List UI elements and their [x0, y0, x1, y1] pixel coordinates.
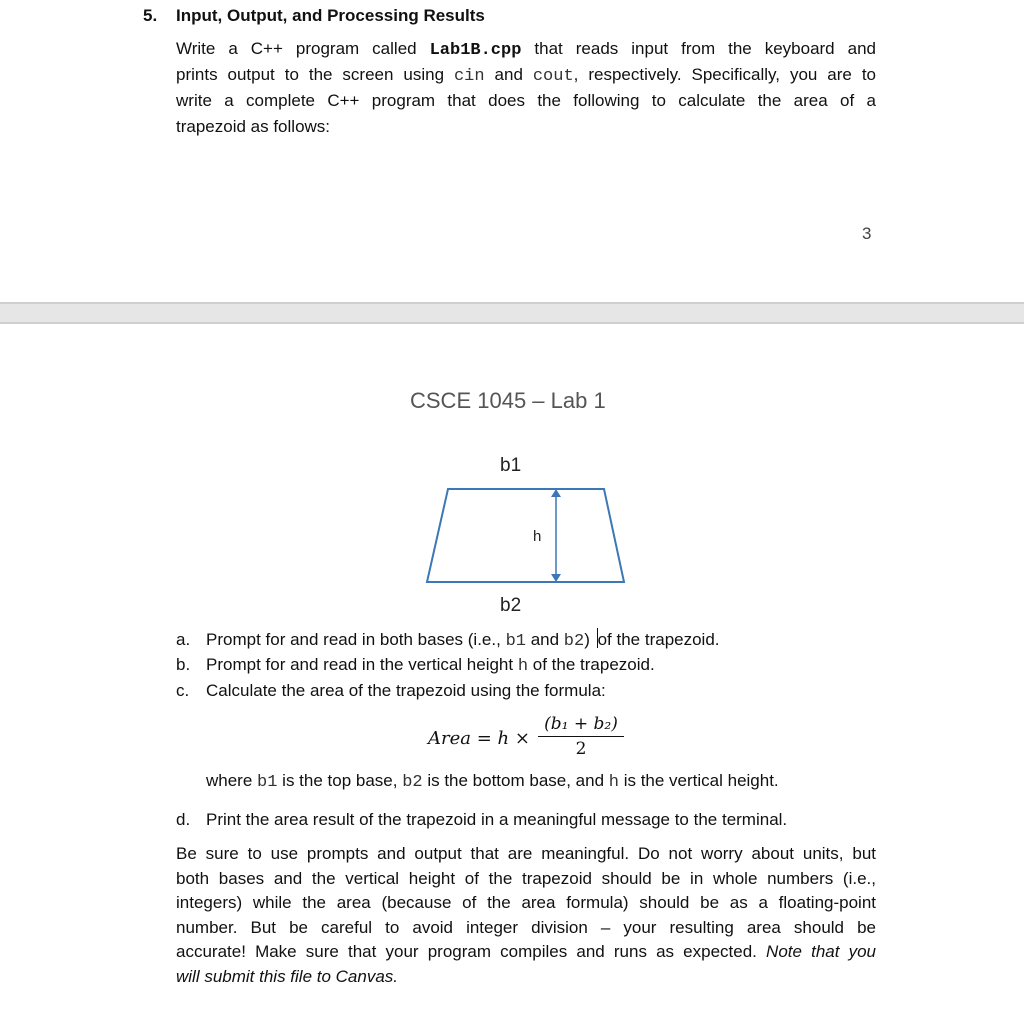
formula-fraction	[538, 714, 624, 759]
cout-code: cout	[532, 67, 574, 86]
label-b2: b2	[500, 595, 522, 615]
filename-code: Lab1B.cpp	[429, 41, 522, 60]
intro-line-1: Write a C++ program called Lab1B.cpp that reads input from the keyboard and	[176, 39, 876, 60]
lab-header-title: CSCE 1045 – Lab 1	[410, 388, 606, 413]
intro-line-2: prints output to the screen using cin and cout, respectively. Specifically, you are to	[176, 65, 876, 86]
step-b: b. Prompt for and read in the vertical height h of the trapezoid.	[176, 655, 655, 676]
closing-paragraph	[176, 842, 876, 989]
formula-lhs: Area = h ×	[428, 728, 530, 749]
closing-line-6: will submit this file to Canvas.	[176, 966, 399, 986]
fraction-bar	[538, 736, 624, 737]
intro-line-4: trapezoid as follows:	[176, 117, 331, 136]
closing-line-3: integers) while the area (because of the area formula) should be as a floating-point	[176, 893, 876, 912]
closing-line-4: number. But be careful to avoid integer division – your resulting area should be	[176, 917, 876, 937]
trapezoid-diagram	[398, 445, 650, 615]
page-break	[0, 302, 1024, 324]
page-number: 3	[862, 224, 872, 243]
step-d: d. Print the area result of the trapezoid in a meaningful message to the terminal.	[176, 810, 788, 829]
closing-line-2: both bases and the vertical height of the trapezoid should be in whole numbers (i.e.,	[176, 868, 876, 888]
arrow-head-top	[551, 489, 561, 497]
trapezoid-shape	[427, 489, 624, 582]
area-formula	[428, 714, 648, 764]
step-c: c. Calculate the area of the trapezoid using the formula:	[176, 681, 606, 700]
arrow-head-bottom	[551, 574, 561, 582]
intro-line-3: write a complete C++ program that does the following to calculate the area of a	[176, 91, 876, 110]
section-number: 5.	[143, 6, 158, 25]
closing-line-1: Be sure to use prompts and output that are meaningful. Do not worry about units, but	[176, 844, 876, 863]
label-h: h	[533, 528, 542, 545]
formula-explanation: where b1 is the top base, b2 is the bottom base, and h is the vertical height.	[206, 771, 779, 792]
step-a: a. Prompt for and read in both bases (i.e., b1 and b2) of the trapezoid.	[176, 630, 720, 651]
formula-denominator: 2	[575, 739, 587, 759]
cin-code: cin	[453, 67, 485, 86]
label-b1: b1	[500, 455, 522, 476]
closing-line-5: accurate! Make sure that your program compiles and runs as expected. Note that you	[176, 942, 877, 961]
intro-paragraph	[176, 36, 876, 140]
formula-numerator: (b₁ + b₂)	[544, 714, 618, 734]
section-title: Input, Output, and Processing Results	[176, 6, 485, 25]
